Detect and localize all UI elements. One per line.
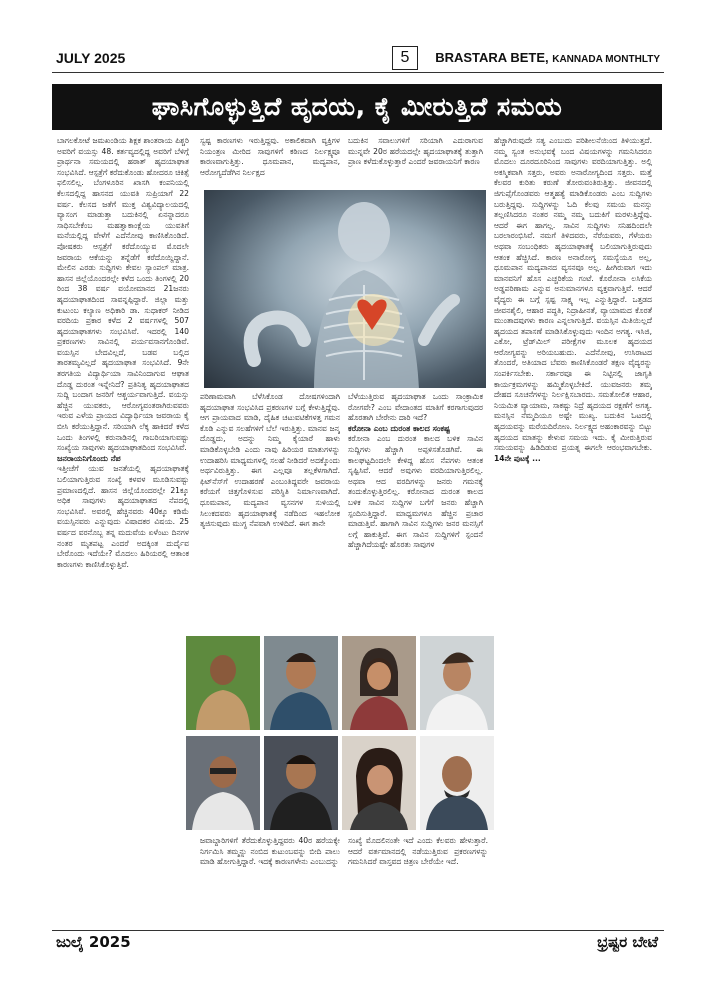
subheading: ಕರೋನಾ ಎಂಬ ದುರಂತ ಕಾಲದ ಸಂಕಷ್ಟ	[348, 423, 450, 433]
victim-photo-7	[342, 736, 416, 830]
article-text: ಇತ್ತೀಚೆಗೆ ಯುವ ಜನತೆಯಲ್ಲಿ ಹೃದಯಾಘಾತಕ್ಕೆ ಬಲಿಯಾಗುತ್ತಿರುವ ಸಂಖ್ಯೆ ಕಳವಳ ಮೂಡಿಸುವಷ್ಟು ಪ್ರಮಾಣದಲ್ಲಿದೆ. ಹಾಸನ ಜಿಲ್ಲೆಯೊಂದರಲ್ಲೇ 21ಕ್ಕೂ ಅಧಿಕ ಸಾವುಗಳು ಹೃದಯಾಘಾತದ ನೆಪದಲ್ಲಿ ಸಂಭವಿಸಿವೆ. ಅವರಲ್ಲಿ ಹೆಚ್ಚಿನವರು 40ಕ್ಕೂ ಕಡಿಮೆ ವಯಸ್ಸಿನವರು ಎನ್ನುವುದು ವಿಷಾದಕರ ವಿಷಯ. 25 ವರ್ಷದ ವರನೊಬ್ಬ ತನ್ನ ಮದುವೆಯ ಏಳೆಂಟು ದಿನಗಳ ನಂತರ ಮೃತಪಟ್ಟ ಎಂದರೆ ಅದಕ್ಕಿಂತ ದುರ್ದೈವ ಬೇರೊಂದು ಇದೆಯೇ? ಮೊದಲು ಹಿರಿಯರಲ್ಲಿ ಆತಾಂಕ ಕಾರಣಗಳು ಕಾಣಿಸಿಕೊಳ್ಳುತ್ತಿವೆ.	[57, 464, 189, 569]
victim-photo-3	[342, 636, 416, 730]
article-column-3-middle	[348, 392, 483, 622]
article-column-4	[494, 136, 652, 918]
article-column-2-bottom: ಜವಾಬ್ದಾರಿಗಳಿಗೆ ತೆರೆದುಕೊಳ್ಳುತ್ತಿದ್ದವರು 40ರ ಹರೆಯಕ್ಕೇ ನಿರ್ಗಮಿಸಿ ತಮ್ಮನ್ನು ನಂಬಿದ ಕುಟುಂಬವನ್ನು ಬೀದಿ ಪಾಲು ಮಾಡಿ ಹೋಗುತ್ತಿದ್ದಾರೆ. ಇದಕ್ಕೆ ಕಾರಣಗಳೇನು ಎಂಬುದನ್ನು	[200, 836, 340, 867]
victim-photo-8	[420, 736, 494, 830]
continued-signoff: 14ನೇ ಪುಟಕ್ಕೆ ...	[494, 453, 541, 463]
victim-photo-2	[264, 636, 338, 730]
subheading: ಜನರಾಯನಿಗೊಂದು ನೆಪ	[57, 453, 121, 463]
article-column-1	[57, 136, 189, 828]
article-column-2-middle: ಪರಿಣಾಮವಾಗಿ ಬೆಳೆಸಿಕೊಂಡ ದೋಷಗಳಿಂದಾಗಿ ಹೃದಯಾಘಾತ ಸಂಭವಿಸಿದ ಪ್ರಕರಣಗಳ ಬಗ್ಗೆ ಕೇಳುತ್ತಿದ್ದೆವು. ಆಗ ಪ್ರಾಯವಾದ ಮಾಡಿ, ದೈಹಿಕ ಚಟುವಟಿಕೆಗಳತ್ತ ಗಮನ ಕೊಡಿ ಎನ್ನುವ ಸಲಹೆಗಳಿಗೆ ಬೆಲೆ ಇರುತ್ತಿತ್ತು. ಮಾನವ ಜನ್ಮ ದೊಡ್ಡದು, ಅದನ್ನು ನಿಮ್ಮ ಕೈಯಾರೆ ಹಾಳು ಮಾಡಿಕೊಳ್ಳಬೇಡಿ ಎಂದು ನಾವು ಹಿರಿಯರ ಮಾತುಗಳನ್ನು ಉದಾಹರಿಸಿ ಮಾಧ್ಯಮಗಳಲ್ಲಿ ಸಲಹೆ ನೀಡಿದರೆ ಅದಕ್ಕೊಂದು ಅರ್ಥವಿರುತ್ತಿತ್ತು. ಈಗ ಎಲ್ಲವೂ ತಲ್ಲಕೆಳಗಾಗಿದೆ. ಫಿಟ್‌ನೆಸ್‌ಗೆ ಉದಾಹರಣೆ ಎಂಬಂತಿದ್ದವರೇ ಜವರಾಯ ಕರೆಯಗೆ ಚಿತ್ತಗೊಳಿಸುವ ಪರಿಸ್ಥಿತಿ ನಿರ್ಮಾಣವಾಗಿದೆ. ಧೂಮಪಾನ, ಮದ್ಯಪಾನ ವ್ಯಸನಗಳ ಸುಳಿಯಲ್ಲಿ ಸಿಲುಕದವರು ಹೃದಯಾಘಾತಕ್ಕೆ ನಡೆದಿಂದ ಇಹಲೋಕ ತ್ಯಜಿಸುವುದು ಮುಗ್ಧ ನೆಪವಾಗಿ ಉಳಿದಿದೆ. ಈಗ ತಾನೇ	[200, 392, 340, 529]
article-text: ಹೆಚ್ಚಾಗಿರುವುದೇ ಸತ್ಯ ಎಂಬುದು ಪರಿಶೀಲನೆಯಿಂದ ತಿಳಿಯುತ್ತದೆ. ನಮ್ಮ ಸ್ವಂತ ಅನುಭವಕ್ಕೆ ಬಂದ ವಿಷಯಗಳನ್ನು ಗಮನಿಸಿದರೂ ಮೊದಲು ದೂರದೂರಿನಿಂದ ಸಾವುಗಳು ವರದಿಯಾಗುತ್ತಿತ್ತು. ಅಲ್ಲಿ ಅಕಸ್ಮಿಕವಾಗಿ ಸತ್ತರು, ಅವರು ಅನಾರೋಗ್ಯದಿಂದ ಸತ್ತರು. ಮತ್ತೆ ಕೆಲವರ ಕುರಿತು ಕರುಣೆ ತೋರುವಂತಿರುತ್ತಿತ್ತು. ಜೀವನದಲ್ಲಿ ಜಿಗುಪ್ಸೆಗೊಂಡವರು ಆತ್ಮಹತ್ಯೆ ಮಾಡಿಕೊಂಡರು ಎಂಬ ಸುದ್ದಿಗಳು ಬರುತ್ತಿದ್ದವು. ಸುದ್ದಿಗಳನ್ನು ಓದಿ ಕೆಲವು ಸಮಯ ಮನಸ್ಸು ತಲ್ಲಣಿಸಿದರೂ ನಂತರ ನಮ್ಮ ನಮ್ಮ ಬದುಕಿಗೆ ಮರಳುತ್ತಿದ್ದೆವು. ಆದರೆ ಈಗ ಹಾಗಲ್ಲ. ಸಾವಿನ ಸುದ್ದಿಗಳು ಸನಿಹದಿಂದಲೇ ಬರಲಾರಂಭಿಸಿವೆ. ನಮಗೆ ತಿಳಿದವರು, ನೆರೆಯವರು, ಗೆಳೆಯರು ಅಥವಾ ಸಂಬಂಧಿಕರು ಹೃದಯಾಘಾತಕ್ಕೆ ಬಲಿಯಾಗುತ್ತಿರುವುದು ಆತಂಕ ಹೆಚ್ಚಿಸಿದೆ. ಕಾರಣ ಅನಾರೋಗ್ಯ ಸಮಸ್ಯೆಯೂ ಅಲ್ಲ, ಧೂಮಪಾನ ಮದ್ಯಪಾನದ ವ್ಯಸನವೂ ಅಲ್ಲ. ಹೀಗಿರುವಾಗ ಇದು ಮಾನವನಿಗೆ ಹೊಸ ಎಚ್ಚರಿಕೆಯ ಗಂಟೆ. ಕೊರೋನಾ ಲಸಿಕೆಯ ಅಡ್ಡಪರಿಣಾಮ ಎನ್ನುವ ಅನುಮಾನಗಳೂ ವ್ಯಕ್ತವಾಗುತ್ತಿವೆ. ಆದರೆ ವೈದ್ಯರು ಈ ಬಗ್ಗೆ ಸ್ಪಷ್ಟ ಸಾಕ್ಷ್ಯ ಇಲ್ಲ ಎನ್ನುತ್ತಿದ್ದಾರೆ. ಒತ್ತಡದ ಜೀವನಶೈಲಿ, ಆಹಾರ ಪದ್ಧತಿ, ನಿದ್ರಾಹೀನತೆ, ವ್ಯಾಯಾಮದ ಕೊರತೆ ಮುಂತಾದವುಗಳು ಕಾರಣ ಎನ್ನಲಾಗುತ್ತಿದೆ. ವಯಸ್ಸಿನ ಮಿತಿಯಿಲ್ಲದೆ ಹೃದಯದ ತಪಾಸಣೆ ಮಾಡಿಸಿಕೊಳ್ಳುವುದು ಇಂದಿನ ಅಗತ್ಯ. ಇಸಿಜಿ, ಎಕೋ, ಟ್ರೆಡ್‌ಮಿಲ್ ಪರೀಕ್ಷೆಗಳ ಮೂಲಕ ಹೃದಯದ ಆರೋಗ್ಯವನ್ನು ಅರಿಯಬಹುದು. ಎದೆನೋವು, ಉಸಿರಾಟದ ತೊಂದರೆ, ಅತಿಯಾದ ಬೆವರು ಕಾಣಿಸಿಕೊಂಡರೆ ತಕ್ಷಣ ವೈದ್ಯರನ್ನು ಸಂಪರ್ಕಿಸಬೇಕು. ಸರ್ಕಾರವೂ ಈ ನಿಟ್ಟಿನಲ್ಲಿ ಜಾಗೃತಿ ಕಾರ್ಯಕ್ರಮಗಳನ್ನು ಹಮ್ಮಿಕೊಳ್ಳಬೇಕಿದೆ. ಯುವಜನರು ತಮ್ಮ ದೇಹದ ಸೂಚನೆಗಳನ್ನು ನಿರ್ಲಕ್ಷಿಸಬಾರದು. ಸಮತೋಲಿತ ಆಹಾರ, ನಿಯಮಿತ ವ್ಯಾಯಾಮ, ಸಾಕಷ್ಟು ನಿದ್ರೆ ಹೃದಯದ ರಕ್ಷಣೆಗೆ ಅಗತ್ಯ. ಮನಸ್ಸಿನ ನೆಮ್ಮದಿಯೂ ಅಷ್ಟೇ ಮುಖ್ಯ. ಬದುಕಿನ ಓಟದಲ್ಲಿ ಹೃದಯವನ್ನು ಮರೆಯದಿರೋಣ. ನಿರ್ಲಕ್ಷ್ಯದ ಅಹಂಕಾರವನ್ನು ಬಿಟ್ಟು ಹೃದಯದ ಮಾತನ್ನು ಕೇಳುವ ಸಮಯ ಇದು. ಕೈ ಮೀರುತ್ತಿರುವ ಸಮಯವನ್ನು ಹಿಡಿದಿಡುವ ಪ್ರಯತ್ನ ಈಗಲೇ ಆರಂಭವಾಗಬೇಕು.	[494, 136, 652, 453]
page-footer	[52, 930, 664, 955]
article-column-3-bottom: ಸಂಖ್ಯೆ ಮೊದಲಿನಂತೇ ಇದೆ ಎಂದು ಕೆಲವರು ಹೇಳುತ್ತಾರೆ. ಆದರೆ ವರ್ತಮಾನದಲ್ಲಿ ನಡೆಯುತ್ತಿರುವ ಪ್ರಕರಣಗಳನ್ನು ಗಮನಿಸಿದರೆ ವಾಸ್ತವದ ಚಿತ್ರಣ ಬೇರೆಯೇ ಇದೆ.	[348, 836, 488, 867]
article-column-3-top: ಬದುಕಿನ ಸವಾಲುಗಳಿಗೆ ಸರಿಯಾಗಿ ಎದುರಾಗುವ ಮುನ್ನವೇ 20ರ ಹರೆಯದಲ್ಲೇ ಹೃದಯಾಘಾತಕ್ಕೆ ತುತ್ತಾಗಿ ಪ್ರಾಣ ಕಳೆದುಕೊಳ್ಳುತ್ತಾರೆ ಎಂದರೆ ಜವರಾಯನಿಗೆ ಕಾರಣ	[348, 136, 483, 167]
article-text: ಬಾಗಲಕೋಟೆ ಜಮಖಂಡಿಯ ಶಿಕ್ಷಕ ಶಾಂತರಾಯ ಪಿಶ್ಚರಿ ಅವರಿಗೆ ವಯಸ್ಸು 48. ಕರ್ತವ್ಯದಲ್ಲಿದ್ದ ಅವರಿಗೆ ಬೆಳಿಗ್ಗೆ ಪ್ರಾರ್ಥನಾ ಸಮಯದಲ್ಲಿ ಹಠಾತ್ ಹೃದಯಾಘಾತ ಸಂಭವಿಸಿದೆ. ಆಸ್ಪತ್ರೆಗೆ ಕರೆದುಕೊಂಡು ಹೋದರೂ ಚಿಕಿತ್ಸೆ ಫಲಿಸಲಿಲ್ಲ. ಬೆಂಗಳೂರಿನ ಖಾಸಗಿ ಕಂಪನಿಯಲ್ಲಿ ಕೆಲಸದಲ್ಲಿದ್ದ ಹಾಸನದ ಯುವತಿ ಸುಪ್ರಿಯಾಗೆ 22 ವರ್ಷ. ಕೆಲಸದ ಜತೆಗೆ ಮುಕ್ತ ವಿಶ್ವವಿದ್ಯಾಲಯದಲ್ಲಿ ವ್ಯಾಸಂಗ ಮಾಡುತ್ತಾ ಬದುಕಿನಲ್ಲಿ ಏನನ್ನಾದರೂ ಸಾಧಿಸಬೇಕೆಂಬ ಮಹತ್ವಾಕಾಂಕ್ಷೆಯ ಯುವತಿಗೆ ಮನೆಯಲ್ಲಿದ್ದ ವೇಳೆಗೆ ಎದೆನೋವು ಕಾಣಿಸಿಕೊಂಡಿದೆ. ಪೋಷಕರು ಆಸ್ಪತ್ರೆಗೆ ಕರೆದೊಯ್ಯುವ ಮೊದಲೇ ಜವರಾಯ ಆಕೆಯನ್ನು ತನ್ನೆಡೆಗೆ ಕರೆದೊಯ್ದಿದ್ದಾನೆ. ಮೇಲಿನ ಎರಡು ಸುದ್ದಿಗಳು ಕೇವಲ ಸ್ಯಾಂಪಲ್ ಮಾತ್ರ. ಹಾಸನ ಜಿಲ್ಲೆಯೊಂದರಲ್ಲೇ ಕಳೆದ ಒಂದು ತಿಂಗಳಲ್ಲಿ 20 ರಿಂದ 38 ವರ್ಷ ವಯೋಮಾನದ 21ಜನರು ಹೃದಯಾಘಾತದಿಂದ ಸಾವನ್ನಪ್ಪಿದ್ದಾರೆ. ಜಿಲ್ಲಾ ಮತ್ತು ಕುಟುಂಬ ಕಲ್ಯಾಣ ಅಧಿಕಾರಿ ಡಾ. ಸುಧಾಕರ್ ನೀಡಿದ ವರದಿಯ ಪ್ರಕಾರ ಕಳೆದ 2 ವರ್ಷಗಳಲ್ಲಿ 507 ಹೃದಯಾಘಾತಗಳು ಸಂಭವಿಸಿವೆ. ಇದರಲ್ಲಿ 140 ಪ್ರಕರಣಗಳು ಸಾವಿನಲ್ಲಿ ಪರ್ಯವಸಾನಗೊಂಡಿವೆ. ವಯಸ್ಸಿನ ಬೇದವಿಲ್ಲದೆ, ಬಡವ ಬಲ್ಲಿದ ತಾರತಮ್ಯವಿಲ್ಲದೆ ಹೃದಯಾಘಾತ ಸಂಭವಿಸಿದೆ. 9ನೇ ತರಗತಿಯ ವಿದ್ಯಾರ್ಥಿಯಾ ಸಾವಿನಿಂದಾಗುವ ಆಘಾತ ದೊಡ್ಡ ದುರಂತ ಇನ್ನೇನಿದೆ? ಪ್ರತಿನಿತ್ಯ ಹೃದಯಾಘಾತದ ಸುದ್ದಿ ಬಂದಾಗ ಜನರಿಗೆ ಆಶ್ಚರ್ಯವಾಗುತ್ತಿದೆ. ವಯಸ್ಸು ಹೆಚ್ಚಿನ ಯುವಕರು, ಆರೋಗ್ಯವಂತರಾಗಿರುವವರು ಇರುವ ಎಳೆಯ ಪ್ರಾಯದ ವಿದ್ಯಾರ್ಥಿಯಾ ಜವರಾಯ ಕೈ ಬೀಸಿ ಕರೆಯುತ್ತಿದ್ದಾನೆ. ಸರಿಯಾಗಿ ಲೆಕ್ಕ ಹಾಕಿದರೆ ಕಳೆದ ಒಂದು ತಿಂಗಳಲ್ಲಿ ಕರುನಾಡಿನಲ್ಲಿ ಗಾಬರಿಯಾಗುವಷ್ಟು ಸಂಖ್ಯೆಯ ಸಾವುಗಳು ಹೃದಯಾಘಾತದಿಂದ ಸಂಭವಿಸಿವೆ.	[57, 136, 189, 453]
heart-xray-image	[204, 190, 486, 388]
issue-date: JULY 2025	[56, 50, 126, 66]
magazine-title: BRASTARA BETE,	[435, 50, 549, 65]
hero-heart-illustration	[204, 190, 486, 388]
victim-photo-6	[264, 736, 338, 830]
magazine-name	[435, 50, 660, 65]
footer-magazine-name: ಭ್ರಷ್ಟರ ಬೇಟೆ	[597, 933, 658, 951]
victim-photo-grid	[178, 630, 494, 830]
page-header	[52, 46, 664, 73]
victim-photo-5	[186, 736, 260, 830]
magazine-tagline: KANNADA MONTHLTY	[552, 54, 660, 65]
victim-photo-4	[420, 636, 494, 730]
page-number: 5	[392, 46, 418, 70]
article-column-2-top: ಸ್ವಷ್ಟ ಕಾರಣಗಳು ಇರುತ್ತಿದ್ದವು. ಅಕಾಲಿಕವಾಗಿ ವ್ಯಕ್ತಿಗಳ ನಿಯಂತ್ರಣ ಮೀರಿದ ಸಾವುಗಳಿಗೆ ಕಠಿಣದ ನಿರ್ಲಕ್ಷ್ಯವೂ ಕಾರಣವಾಗುತ್ತಿತ್ತು. ಧೂಮಪಾನ, ಮದ್ಯಪಾನ, ಆರೋಗ್ಯದೆಡೆಗಿನ ನಿರ್ಲಕ್ಷದ	[200, 136, 340, 177]
footer-date: ಜುಲೈ 2025	[56, 933, 131, 951]
article-text: ಬೆಳೆಯುತ್ತಿರುವ ಹೃದಯಾಘಾತ ಒಂದು ಸಾಂಕ್ರಾಮಿಕ ರೋಗವೇ? ಎಂಬ ವೇದಾಂತದ ಮಾತಿಗೆ ಕರಗಾಗುವುದರ ಹೊರತಾಗಿ ಬೇರೇನು ದಾರಿ ಇದೆ?	[348, 392, 483, 423]
article-text: ಕರೋನಾ ಎಂಬ ದುರಂತ ಕಾಲದ ಬಳಿಕ ಸಾವಿನ ಸುದ್ದಿಗಳು ಹೆಚ್ಚಾಗಿ ಅಪ್ಪಳಿಸತೊಡಗಿವೆ. ಈ ಕಾಲಘಟ್ಟದಿಂದಲೇ ಕೇಳಿದ್ದ ಹೊಸ ನೆಪಗಳು ಆತಂಕ ಸೃಷ್ಟಿಸಿವೆ. ಆದರೆ ಅವುಗಳು ವರದಿಯಾಗುತ್ತಿರಲಿಲ್ಲ. ಅಥವಾ ಆದ ವರದಿಗಳನ್ನು ಜನರು ಗಮನಕ್ಕೆ ತಂದುಕೊಳ್ಳುತ್ತಿರಲಿಲ್ಲ. ಕರೋನಾದ ದುರಂತ ಕಾಲದ ಬಳಿಕ ಸಾವಿನ ಸುದ್ದಿಗಳ ಬಗೆಗೆ ಜನರು ಹೆಚ್ಚಾಗಿ ಸ್ಪಂದಿಸುತ್ತಿದ್ದಾರೆ. ಮಾಧ್ಯಮಗಳೂ ಹೆಚ್ಚಿನ ಪ್ರಚಾರ ಮಾಡುತ್ತಿವೆ. ಹಾಗಾಗಿ ಸಾವಿನ ಸುದ್ದಿಗಳು ಜನರ ಮನಸ್ಸಿಗೆ ಲಗ್ಗೆ ಹಾಕುತ್ತಿವೆ. ಈಗ ಸಾವಿನ ಸುದ್ದಿಗಳಿಗೆ ಸ್ಪಂದನೆ ಹೆಚ್ಚಾಗಿದೆಯಷ್ಟೇ ಹೊರತು ಸಾವುಗಳ	[348, 434, 483, 550]
headline-banner: ಘಾಸಿಗೊಳ್ಳುತ್ತಿದೆ ಹೃದಯ, ಕೈ ಮೀರುತ್ತಿದೆ ಸಮಯ	[52, 84, 662, 130]
victim-photo-1	[186, 636, 260, 730]
